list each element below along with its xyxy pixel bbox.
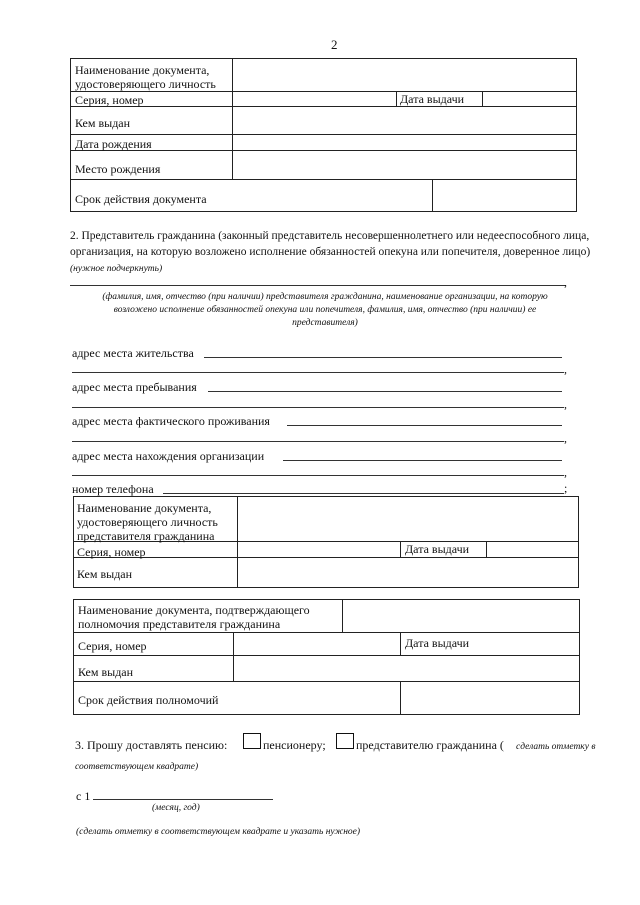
table1-rule bbox=[70, 106, 577, 107]
table1-rule bbox=[70, 134, 577, 135]
start-date-caption: (месяц, год) bbox=[152, 803, 200, 813]
rep-doc-name-label-3: представителя гражданина bbox=[77, 529, 215, 543]
series-label: Серия, номер bbox=[75, 93, 144, 107]
table3-rule bbox=[73, 655, 580, 656]
comma: , bbox=[564, 431, 567, 445]
residence-address-label: адрес места жительства bbox=[72, 346, 194, 360]
checkbox-hint-2: соответствующем квадрате) bbox=[75, 762, 199, 772]
representative-name-line[interactable] bbox=[70, 285, 566, 286]
representative-caption-1: (фамилия, имя, отчество (при наличии) представителя гражданина, наименование организации, на которую bbox=[102, 292, 548, 302]
issue-date-label: Дата выдачи bbox=[400, 92, 465, 106]
rep-series-label: Серия, номер bbox=[77, 545, 146, 559]
doc-name-label: Наименование документа, bbox=[75, 63, 210, 77]
rep-doc-name-label: Наименование документа, bbox=[77, 501, 212, 515]
authority-series-label: Серия, номер bbox=[78, 639, 147, 653]
stay-address-label: адрес места пребывания bbox=[72, 380, 197, 394]
table1-rule bbox=[70, 179, 577, 180]
start-date-label: с 1 bbox=[76, 789, 91, 803]
table2-divider bbox=[400, 541, 401, 557]
comma: , bbox=[564, 465, 567, 479]
stay-address-line-2[interactable] bbox=[72, 407, 564, 408]
authority-issued-by-label: Кем выдан bbox=[78, 665, 134, 679]
table3-divider bbox=[400, 681, 401, 715]
comma: , bbox=[564, 275, 567, 289]
rep-issued-by-label: Кем выдан bbox=[77, 567, 133, 581]
section2-heading-2: организация, на которую возложено исполнение обязанностей опекуна или попечителя, доверенное лицо) bbox=[70, 246, 591, 258]
pensioner-option-label: пенсионеру; bbox=[263, 738, 326, 752]
birth-place-label: Место рождения bbox=[75, 162, 161, 176]
table2-divider bbox=[237, 496, 238, 588]
start-date-line[interactable] bbox=[93, 799, 273, 800]
actual-address-line-2[interactable] bbox=[72, 441, 564, 442]
org-address-label: адрес места нахождения организации bbox=[72, 449, 265, 463]
table3-rule bbox=[73, 681, 580, 682]
table1-divider bbox=[232, 58, 233, 179]
representative-option-label: представителю гражданина ( bbox=[356, 738, 504, 752]
stay-address-line[interactable] bbox=[208, 391, 562, 392]
page-number: 2 bbox=[331, 37, 338, 52]
org-address-line[interactable] bbox=[283, 460, 562, 461]
comma: , bbox=[564, 397, 567, 411]
issued-by-label: Кем выдан bbox=[75, 116, 131, 130]
section2-note: (нужное подчеркнуть) bbox=[70, 264, 163, 274]
birth-date-label: Дата рождения bbox=[75, 137, 152, 151]
representative-caption-2: возложено исполнение обязанностей опекуна или попечителя, фамилия, имя, отчество (при наличии) ее bbox=[113, 305, 537, 315]
actual-address-label: адрес места фактического проживания bbox=[72, 414, 270, 428]
rep-doc-name-label-2: удостоверяющего личность bbox=[77, 515, 218, 529]
table3-divider bbox=[400, 632, 401, 655]
comma: , bbox=[564, 362, 567, 376]
actual-address-line[interactable] bbox=[287, 425, 562, 426]
authority-doc-label-2: полномочия представителя гражданина bbox=[78, 617, 281, 631]
residence-address-line-2[interactable] bbox=[72, 372, 564, 373]
table3-divider bbox=[233, 632, 234, 681]
phone-line[interactable] bbox=[163, 493, 564, 494]
table1-divider bbox=[482, 91, 483, 106]
residence-address-line[interactable] bbox=[204, 357, 562, 358]
doc-name-label-2: удостоверяющего личность bbox=[75, 77, 216, 91]
table3-rule bbox=[73, 632, 580, 633]
representative-caption-3: представителя) bbox=[292, 318, 358, 328]
table1-divider bbox=[396, 91, 397, 106]
section2-heading: 2. Представитель гражданина (законный представитель несовершеннолетнего или недееспособного лица, bbox=[70, 230, 590, 242]
authority-validity-label: Срок действия полномочий bbox=[78, 693, 219, 707]
validity-label: Срок действия документа bbox=[75, 192, 207, 206]
org-address-line-2[interactable] bbox=[72, 475, 564, 476]
table3-divider bbox=[342, 599, 343, 632]
table1-divider bbox=[432, 179, 433, 212]
phone-label: номер телефона bbox=[72, 482, 154, 496]
semicolon: ; bbox=[564, 481, 568, 495]
authority-issue-date-label: Дата выдачи bbox=[405, 636, 470, 650]
representative-checkbox[interactable] bbox=[336, 733, 354, 749]
table2-divider bbox=[486, 541, 487, 557]
table2-rule bbox=[73, 557, 579, 558]
checkbox-hint: сделать отметку в bbox=[516, 742, 596, 752]
table1-rule bbox=[70, 91, 577, 92]
footnote: (сделать отметку в соответствующем квадрате и указать нужное) bbox=[76, 827, 361, 837]
delivery-heading: 3. Прошу доставлять пенсию: bbox=[75, 738, 228, 752]
authority-doc-label: Наименование документа, подтверждающего bbox=[78, 603, 310, 617]
pensioner-checkbox[interactable] bbox=[243, 733, 261, 749]
rep-issue-date-label: Дата выдачи bbox=[405, 542, 470, 556]
